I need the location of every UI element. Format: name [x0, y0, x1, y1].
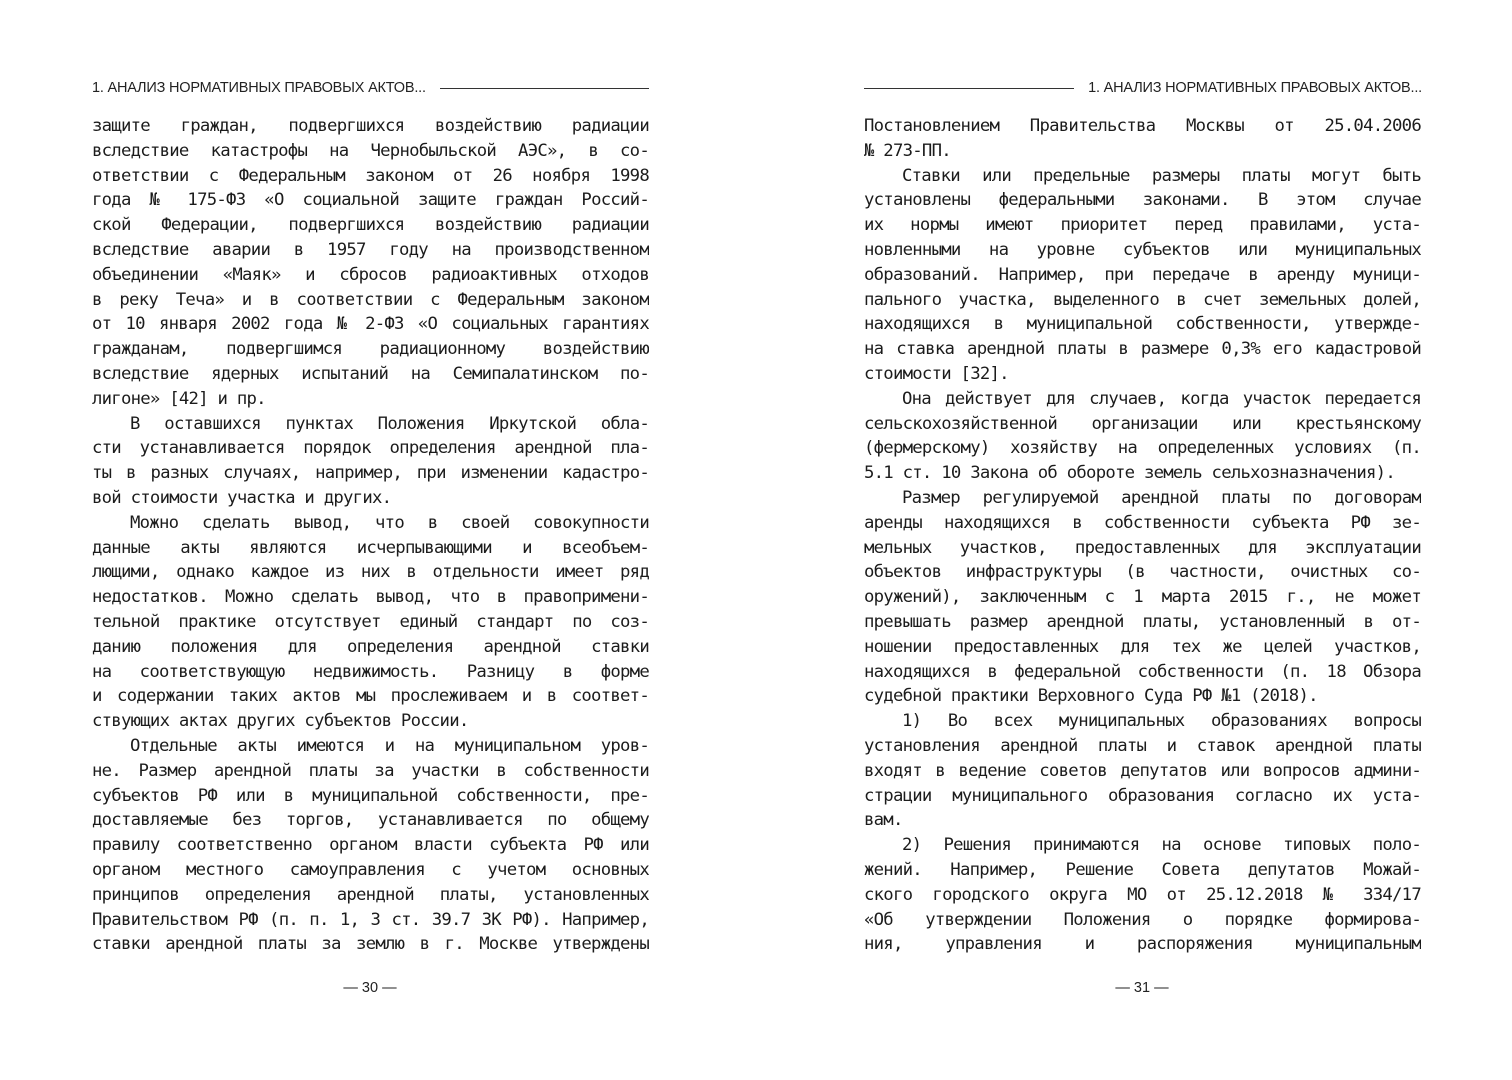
text-line: данию положения для определения арендной ставки — [92, 636, 649, 657]
text-line: вой стоимости участка и других. — [92, 487, 392, 508]
text-line: вследствие катастрофы на Чернобыльской АЭС», в со- — [92, 140, 649, 161]
text-line: 1) Во всех муниципальных образованиях вопросы — [902, 711, 1421, 732]
text-line: Постановлением Правительства Москвы от 25.04.2006 — [864, 116, 1421, 136]
text-line: ского городского округа МО от 25.12.2018 № 334/17 — [864, 884, 1421, 905]
text-line: Можно сделать вывод, что в своей совокупности — [130, 512, 649, 533]
text-line: субъектов РФ или в муниципальной собственности, пре- — [92, 785, 649, 806]
text-line: 5.1 ст. 10 Закона об обороте земель сельхозназначения). — [864, 463, 1395, 484]
text-line: находящихся в муниципальной собственности, утвержде- — [864, 314, 1421, 335]
text-line: на ставка арендной платы в размере 0,3% его кадастровой — [864, 339, 1421, 360]
text-line: «Об утверждении Положения о порядке формирова- — [864, 909, 1421, 930]
text-line: В оставшихся пунктах Положения Иркутской обла- — [130, 413, 649, 434]
text-line: лигоне» [42] и пр. — [92, 388, 266, 409]
text-line: принципов определения арендной платы, установленных — [92, 884, 649, 905]
right-running-header — [864, 80, 1422, 96]
text-line: установления арендной платы и ставок арендной платы — [864, 735, 1421, 756]
text-line: стоимости [32]. — [864, 363, 1009, 384]
text-line: Правительством РФ (п. п. 1, 3 ст. 39.7 ЗК РФ). Например, — [92, 909, 649, 930]
text-line: ты в разных случаях, например, при изменении кадастро- — [92, 463, 649, 484]
text-line: правилу соответственно органом власти субъекта РФ или — [92, 835, 649, 856]
text-line: защите граждан, подвергшихся воздействию радиации — [92, 116, 649, 136]
text-line: вам. — [864, 810, 903, 831]
text-line: доставляемые без торгов, устанавливается по общему — [92, 810, 649, 831]
text-line: Она действует для случаев, когда участок передается — [902, 388, 1421, 409]
text-line: ской Федерации, подвергшихся воздействию радиации — [92, 215, 649, 236]
text-line: вследствие аварии в 1957 году на производственном — [92, 239, 649, 260]
text-line: объектов инфраструктуры (в частности, очистных со- — [864, 562, 1421, 583]
text-line: объединении «Маяк» и сбросов радиоактивных отходов — [92, 264, 649, 285]
text-line: гражданам, подвергшимся радиационному воздействию — [92, 339, 649, 360]
text-line: ношении предоставленных для тех же целей участков, — [864, 636, 1421, 657]
text-line: № 273-ПП. — [864, 140, 951, 161]
text-line: Ставки или предельные размеры платы могут быть — [902, 165, 1421, 186]
text-line: Отдельные акты имеются и на муниципальном уров- — [130, 735, 649, 756]
right-body-text — [864, 114, 1421, 957]
right-header-rule — [864, 88, 1074, 89]
left-page-number: — 30 — — [343, 980, 397, 996]
text-line: года № 175-ФЗ «О социальной защите граждан Россий- — [92, 190, 649, 211]
text-line: 2) Решения принимаются на основе типовых поло- — [902, 835, 1421, 856]
left-header-rule — [440, 88, 649, 89]
left-running-header — [92, 80, 649, 96]
right-header-title: 1. АНАЛИЗ НОРМАТИВНЫХ ПРАВОВЫХ АКТОВ... — [1088, 80, 1422, 96]
text-line: вследствие ядерных испытаний на Семипалатинском по- — [92, 363, 649, 384]
text-line: ния, управления и распоряжения муниципальным — [864, 934, 1421, 955]
text-line: пального участка, выделенного в счет земельных долей, — [864, 289, 1421, 310]
text-line: ответствии с Федеральным законом от 26 ноября 1998 — [92, 165, 649, 186]
text-line: находящихся в федеральной собственности (п. 18 Обзора — [864, 661, 1421, 682]
text-line: тельной практике отсутствует единый стандарт по соз- — [92, 611, 649, 632]
text-line: ствующих актах других субъектов России. — [92, 711, 469, 732]
text-line: оружений), заключенным с 1 марта 2015 г., не может — [864, 587, 1421, 608]
text-line: сти устанавливается порядок определения арендной пла- — [92, 438, 649, 459]
text-line: страции муниципального образования согласно их уста- — [864, 785, 1421, 806]
text-line: Размер регулируемой арендной платы по договорам — [902, 487, 1421, 508]
text-line: судебной практики Верховного Суда РФ №1 (2018). — [864, 686, 1318, 707]
text-line: (фермерскому) хозяйству на определенных условиях (п. — [864, 438, 1421, 459]
text-line: мельных участков, предоставленных для эксплуатации — [864, 537, 1421, 558]
text-line: данные акты являются исчерпывающими и всеобъем- — [92, 537, 649, 558]
text-line: аренды находящихся в собственности субъекта РФ зе- — [864, 512, 1421, 533]
text-line: не. Размер арендной платы за участки в собственности — [92, 760, 649, 781]
text-line: установлены федеральными законами. В этом случае — [864, 190, 1421, 211]
text-line: ставки арендной платы за землю в г. Москве утверждены — [92, 934, 649, 955]
text-line: органом местного самоуправления с учетом основных — [92, 859, 649, 880]
text-line: на соответствующую недвижимость. Разницу в форме — [92, 661, 649, 682]
text-line: превышать размер арендной платы, установленный в от- — [864, 611, 1421, 632]
right-page — [756, 0, 1512, 1080]
right-page-number: — 31 — — [1115, 980, 1169, 996]
text-line: в реку Теча» и в соответствии с Федеральным законом — [92, 289, 649, 310]
left-header-title: 1. АНАЛИЗ НОРМАТИВНЫХ ПРАВОВЫХ АКТОВ... — [92, 80, 426, 96]
text-line: входят в ведение советов депутатов или вопросов админи- — [864, 760, 1421, 781]
text-line: и содержании таких актов мы прослеживаем и в соответ- — [92, 686, 649, 707]
text-line: лющими, однако каждое из них в отдельности имеет ряд — [92, 562, 649, 583]
text-line: их нормы имеют приоритет перед правилами, уста- — [864, 215, 1421, 236]
text-line: сельскохозяйственной организации или крестьянскому — [864, 413, 1421, 434]
text-line: новленными на уровне субъектов или муниципальных — [864, 239, 1421, 260]
text-line: от 10 января 2002 года № 2-ФЗ «О социальных гарантиях — [92, 314, 649, 335]
text-line: недостатков. Можно сделать вывод, что в правопримени- — [92, 587, 649, 608]
left-body-text — [92, 114, 649, 957]
text-line: жений. Например, Решение Совета депутатов Можай- — [864, 859, 1421, 880]
text-line: образований. Например, при передаче в аренду муници- — [864, 264, 1421, 285]
